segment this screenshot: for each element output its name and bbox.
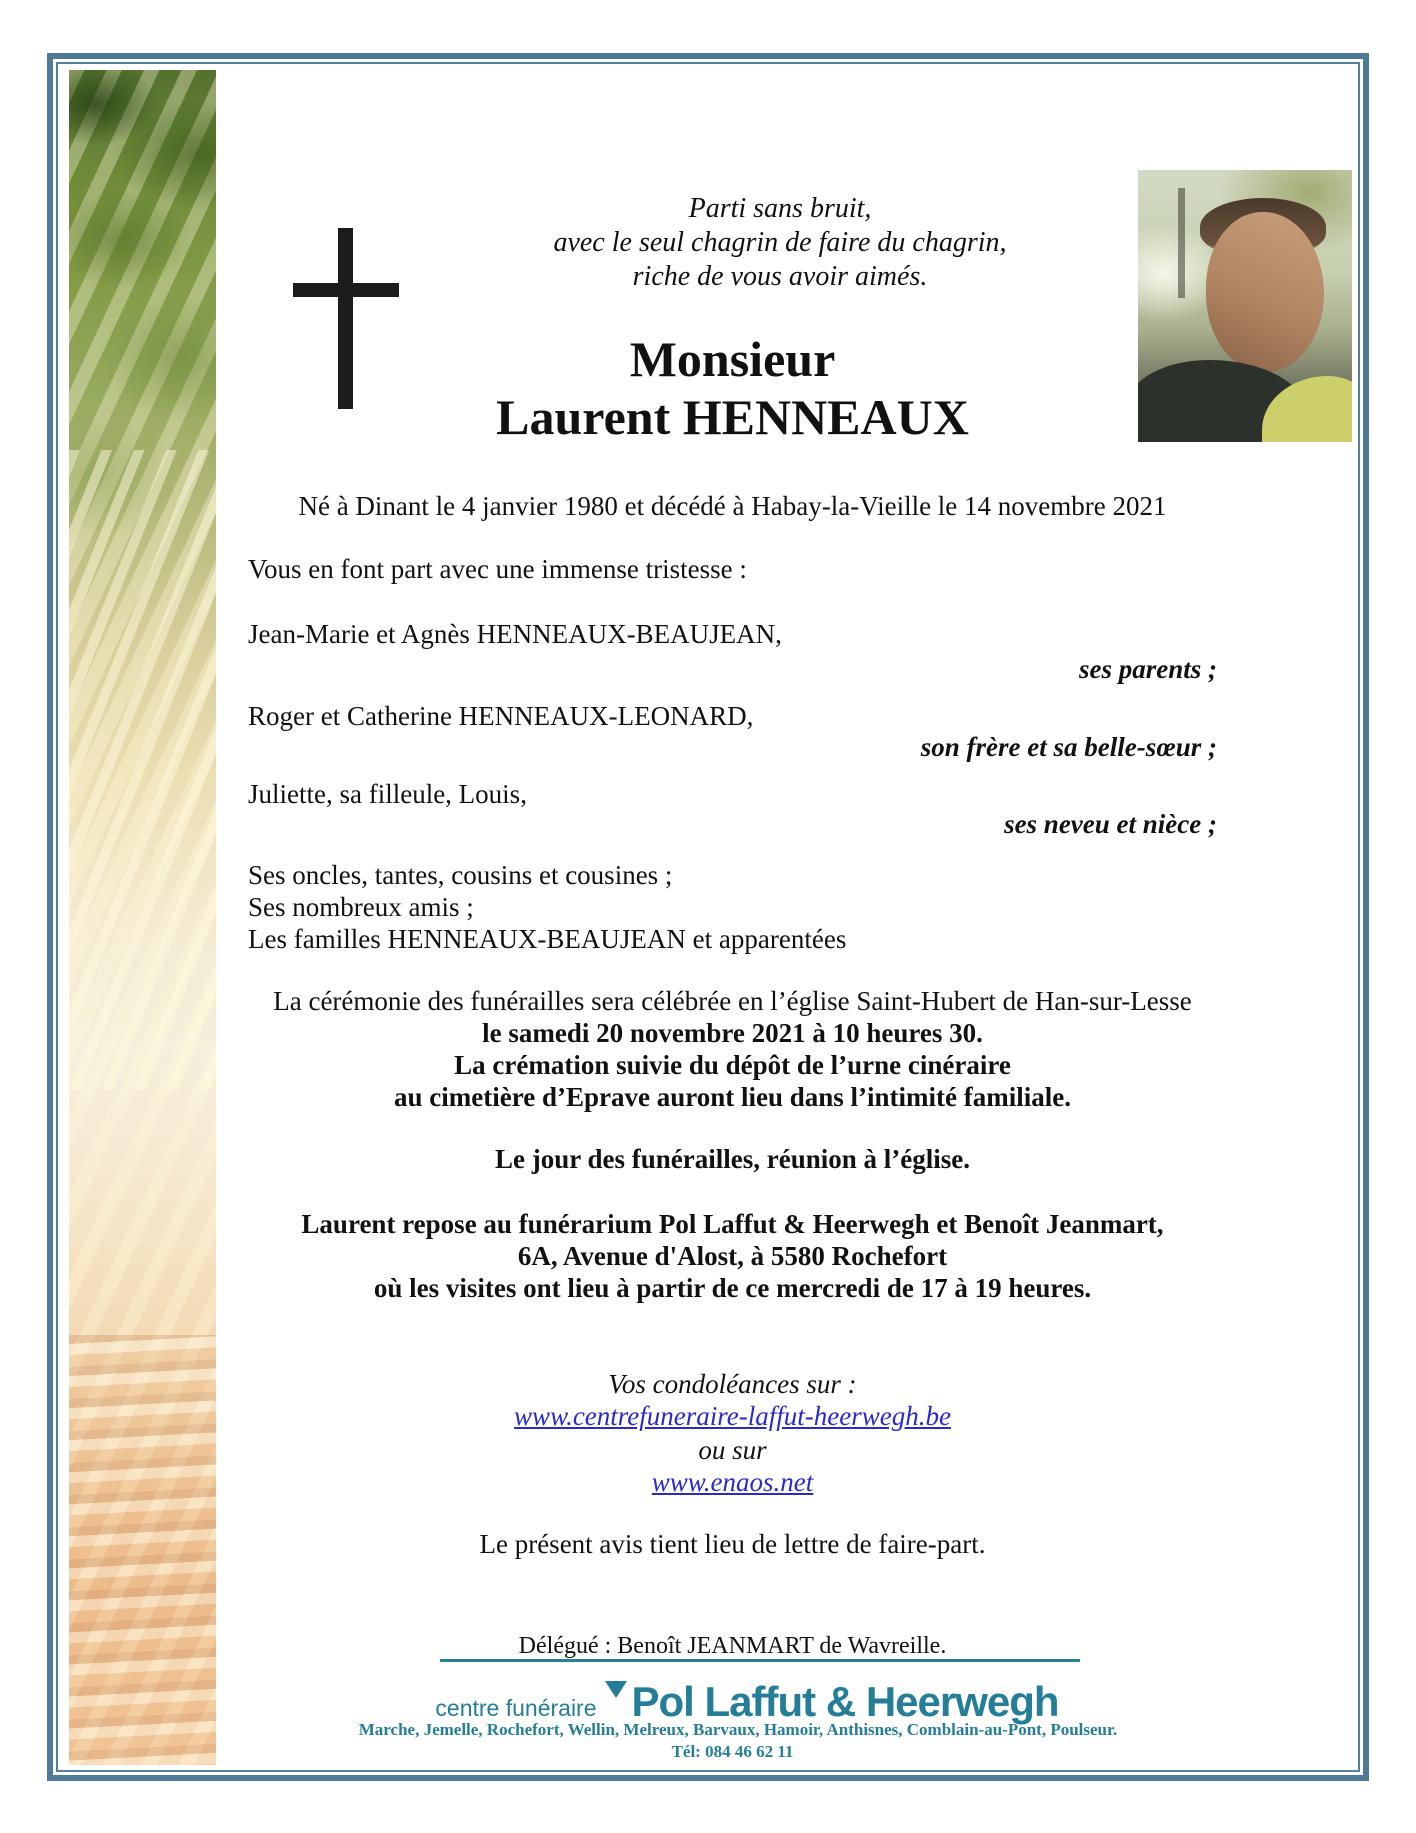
delegate-line: Délégué : Benoît JEANMART de Wavreille. [518,1633,947,1659]
forest-path-photo-strip [69,70,216,1765]
relative-names-1: Jean-Marie et Agnès HENNEAUX-BEAUJEAN, [248,619,782,649]
repose-line-2: 6A, Avenue d'Alost, à 5580 Rochefort [517,1241,948,1271]
ceremony-line-1: La cérémonie des funérailles sera célébrée en l’église Saint-Hubert de Han-sur-Lesse [273,986,1192,1016]
condolences-link-1-row [248,1400,1217,1432]
funeral-home-cities: Marche, Jemelle, Rochefort, Wellin, Melreux, Barvaux, Hamoir, Anthisnes, Comblain-au-Pont, Poulseur. [358,1720,1118,1739]
title-monsieur: Monsieur [629,331,836,387]
faire-part-notice: Le présent avis tient lieu de lettre de faire-part. [479,1529,986,1559]
repose-line-3: où les visites ont lieu à partir de ce mercredi de 17 à 19 heures. [373,1273,1092,1303]
opening-quote [360,192,1200,294]
ceremony-line-4: au cimetière d’Eprave auront lieu dans l’intimité familiale. [394,1082,1071,1112]
condolences-middle: ou sur [698,1435,767,1465]
reunion-line: Le jour des funérailles, réunion à l’église. [495,1144,970,1174]
quote-line-2: avec le seul chagrin de faire du chagrin, [553,227,1007,258]
condolences-intro: Vos condoléances sur : [608,1369,857,1399]
relative-names-3: Juliette, sa filleule, Louis, [248,779,527,809]
sandy-path-texture [69,1335,216,1765]
footer-divider-rule [440,1659,1080,1662]
condolences-link-2-row [248,1466,1217,1498]
mourners-line-2: Ses nombreux amis ; [248,892,474,922]
relative-relation-1: ses parents ; [1078,654,1217,684]
funeral-home-prefix: centre funéraire [435,1695,597,1721]
relative-relation-3: ses neveu et nièce ; [1004,809,1217,839]
intro-line: Vous en font part avec une immense tristesse : [248,554,747,584]
relative-names-2: Roger et Catherine HENNEAUX-LEONARD, [248,701,754,731]
relative-relation-2: son frère et sa belle-sœur ; [920,732,1217,762]
funeral-home-name: Pol Laffut & Heerwegh [631,1678,1059,1725]
mourners-line-1: Ses oncles, tantes, cousins et cousines ; [248,860,673,890]
triangle-down-icon [605,1681,627,1698]
quote-line-1: Parti sans bruit, [688,193,872,224]
repose-block [248,1208,1217,1304]
title-name: Laurent HENNEAUX [496,389,969,445]
condolences-link-2[interactable]: www.enaos.net [651,1467,814,1497]
ceremony-line-2: le samedi 20 novembre 2021 à 10 heures 30. [482,1018,983,1048]
condolences-link-1[interactable]: www.centrefuneraire-laffut-heerwegh.be [514,1401,951,1431]
birth-death-line: Né à Dinant le 4 janvier 1980 et décédé à Habay-la-Vieille le 14 novembre 2021 [298,491,1167,521]
funeral-home-logo [248,1678,1246,1726]
ceremony-line-3: La crémation suivie du dépôt de l’urne cinéraire [454,1050,1011,1080]
other-mourners [248,859,1256,955]
deceased-name-title [248,330,1217,446]
ceremony-block [248,985,1217,1113]
sunbeam-rays [69,450,216,1090]
mourners-line-3: Les familles HENNEAUX-BEAUJEAN et apparentées [248,924,847,954]
funeral-home-phone: Tél: 084 46 62 11 [671,1742,794,1761]
repose-line-1: Laurent repose au funérarium Pol Laffut & Heerwegh et Benoît Jeanmart, [301,1209,1164,1239]
portrait-face [1206,212,1324,372]
quote-line-3: riche de vous avoir aimés. [632,261,928,292]
